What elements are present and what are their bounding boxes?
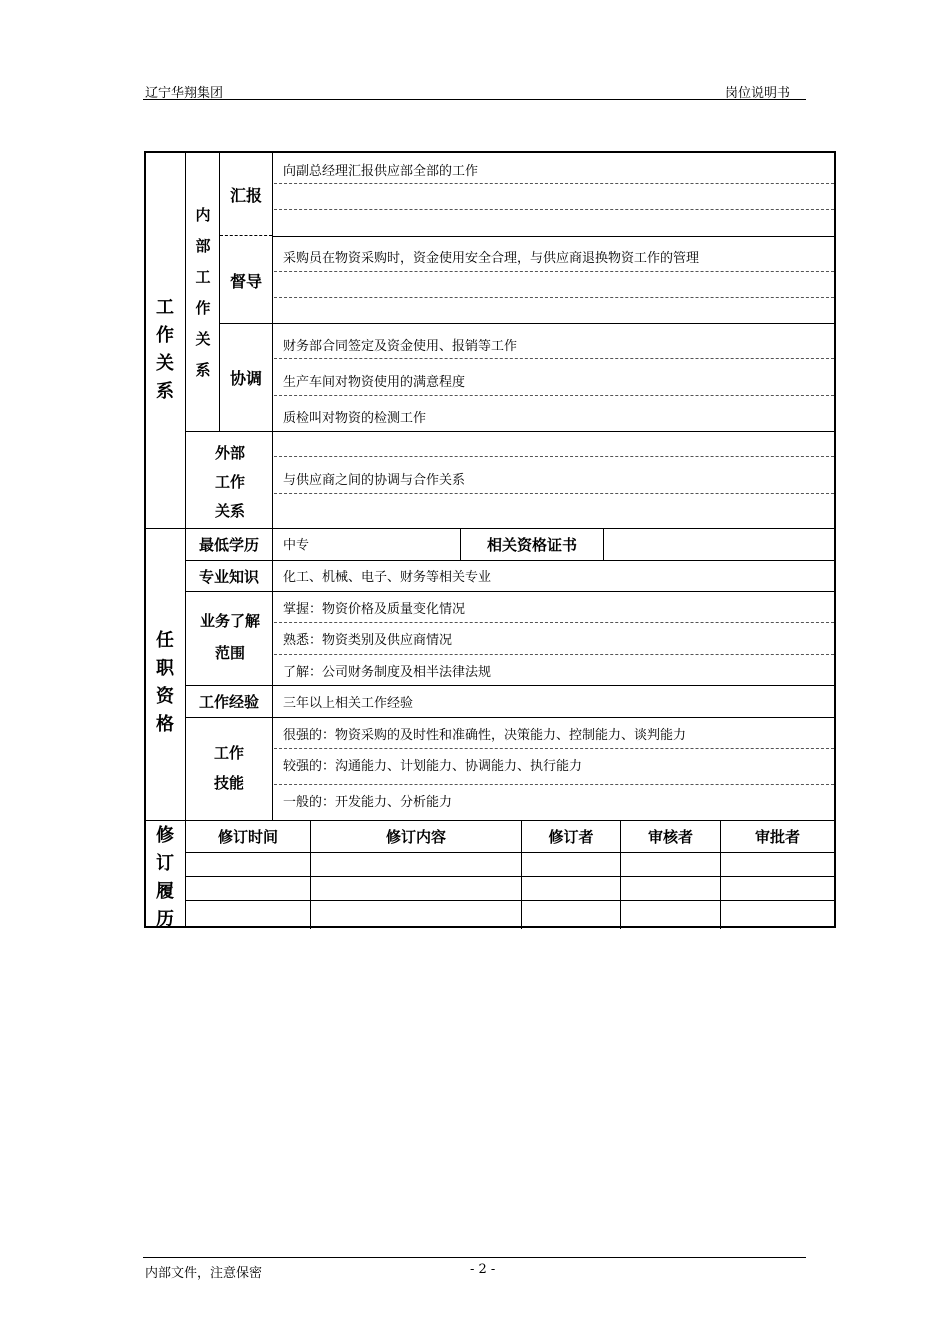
internal-relations-label: 内部工作关系	[195, 206, 211, 379]
confidentiality-note: 内部文件，注意保密	[145, 1266, 263, 1281]
revision-column-header: 审批者	[754, 828, 800, 846]
row-rule	[186, 591, 834, 592]
coordinate-item: 质检叫对物资的检测工作	[283, 411, 427, 426]
row-rule	[186, 685, 834, 686]
revision-column-header: 修订内容	[385, 828, 446, 846]
revision-column-header: 修订时间	[217, 828, 278, 846]
rev-row-rule	[186, 900, 834, 901]
row-rule	[186, 717, 834, 718]
report-label: 汇报	[229, 185, 262, 205]
business-item: 熟悉：物资类别及供应商情况	[283, 633, 453, 648]
coordinate-item: 财务部合同签定及资金使用、报销等工作	[283, 339, 518, 354]
skill-item: 很强的：物资采购的及时性和准确性，决策能力、控制能力、谈判能力	[283, 728, 687, 743]
supervise-label: 督导	[229, 271, 262, 291]
education-label: 最低学历	[198, 536, 259, 554]
revision-history-label: 修订履历	[156, 825, 174, 930]
label-divider	[272, 152, 273, 821]
education-value: 中专	[283, 538, 310, 553]
row-rule	[272, 236, 834, 237]
row-rule	[220, 323, 834, 324]
knowledge-label: 专业知识	[198, 567, 259, 586]
experience-label: 工作经验	[198, 693, 259, 711]
skills-label: 工作技能	[213, 744, 244, 792]
row-rule	[186, 560, 834, 561]
rev-row-rule	[186, 852, 834, 853]
work-relations-label: 工作关系	[156, 297, 174, 402]
certificate-label: 相关资格证书	[486, 536, 577, 554]
business-item: 了解：公司财务制度及相半法律法规	[283, 665, 492, 680]
business-scope-label: 业务了解范围	[199, 612, 260, 662]
rev-row-rule	[186, 876, 834, 877]
business-item: 掌握：物资价格及质量变化情况	[283, 602, 466, 617]
header-rule	[143, 99, 806, 100]
skill-item: 较强的：沟通能力、计划能力、协调能力、执行能力	[283, 759, 583, 774]
page-number: - 2 -	[470, 1262, 496, 1277]
revision-column-header: 修订者	[548, 828, 594, 846]
external-text: 与供应商之间的协调与合作关系	[283, 473, 466, 488]
skill-item: 一般的：开发能力、分析能力	[283, 795, 453, 810]
supervise-text: 采购员在物资采购时，资金使用安全合理，与供应商退换物资工作的管理	[283, 251, 700, 266]
row-rule	[186, 431, 834, 432]
coordinate-item: 生产车间对物资使用的满意程度	[283, 375, 466, 390]
revision-column-header: 审核者	[647, 828, 693, 846]
external-relations-label: 外部工作关系	[214, 443, 245, 520]
knowledge-value: 化工、机械、电子、财务等相关专业	[283, 570, 492, 585]
document-title: 岗位说明书	[724, 86, 790, 101]
report-text: 向副总经理汇报供应部全部的工作	[283, 164, 479, 179]
company-name: 辽宁华翔集团	[145, 86, 224, 101]
experience-value: 三年以上相关工作经验	[283, 696, 414, 711]
coordinate-label: 协调	[229, 369, 262, 388]
cert-divider	[603, 529, 604, 560]
qualifications-label: 任职资格	[156, 630, 174, 735]
footer-rule	[143, 1257, 806, 1258]
